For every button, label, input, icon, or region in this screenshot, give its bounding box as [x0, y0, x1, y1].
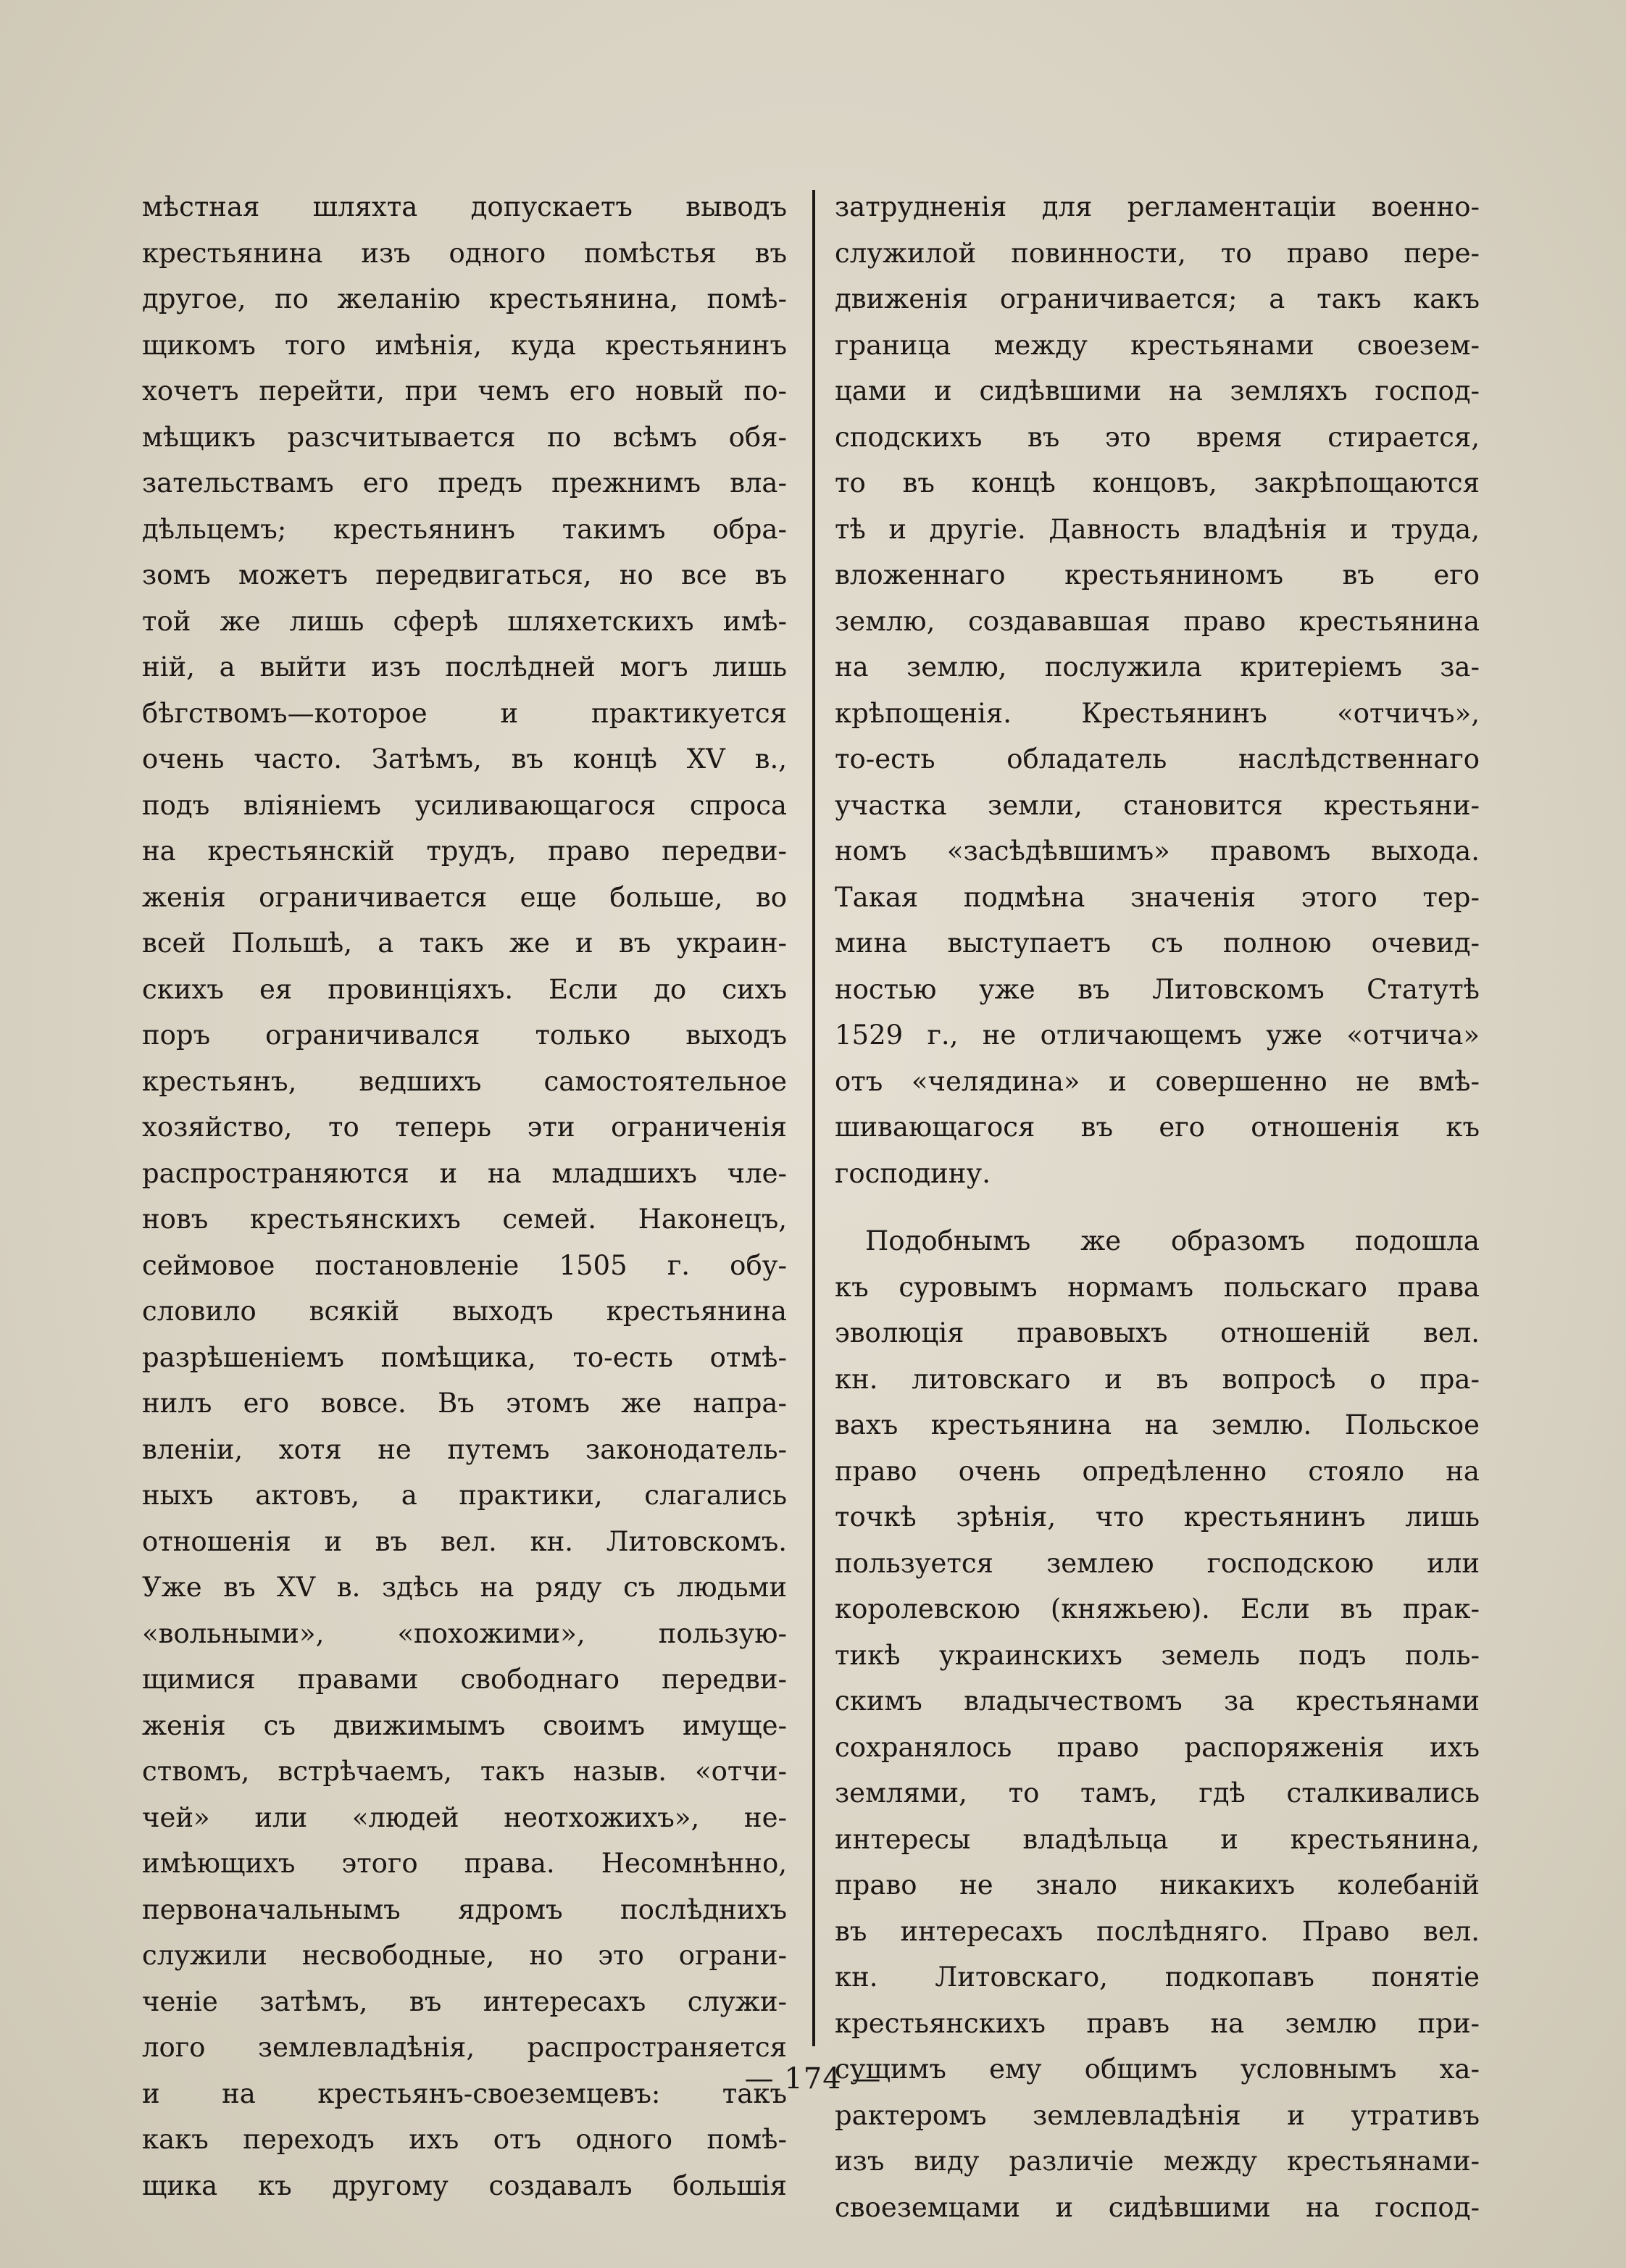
text-line: служили несвободные, но это ограни-	[142, 1940, 787, 1971]
right-text-column	[835, 184, 1480, 2230]
text-line: хочетъ перейти, при чемъ его новый по-	[142, 375, 787, 407]
text-line: хозяйство, то теперь эти ограниченія	[142, 1112, 787, 1143]
text-line: ностью уже въ Литовскомъ Статутѣ	[835, 973, 1480, 1005]
text-line: скихъ ея провинціяхъ. Если до сихъ	[142, 973, 787, 1005]
text-line: точкѣ зрѣнія, что крестьянинъ лишь	[835, 1501, 1480, 1533]
text-line: изъ виду различіе между крестьянами-	[835, 2146, 1480, 2177]
text-line: сущимъ ему общимъ условнымъ ха-	[835, 2054, 1480, 2085]
text-line: номъ «засѣдѣвшимъ» правомъ выхода.	[835, 835, 1480, 867]
text-line: интересы владѣльца и крестьянина,	[835, 1823, 1480, 1855]
text-line: пользуется землею господскою или	[835, 1547, 1480, 1579]
text-line: 1529 г., не отличающемъ уже «отчича»	[835, 1020, 1480, 1051]
text-line: сеймовое постановленіе 1505 г. обу-	[142, 1249, 787, 1281]
text-line: своеземцами и сидѣвшими на господ-	[835, 2191, 1480, 2223]
text-line: ныхъ актовъ, а практики, слагались	[142, 1480, 787, 1511]
text-line: крестьянина изъ одного помѣстья въ	[142, 237, 787, 269]
text-line: новъ крестьянскихъ семей. Наконецъ,	[142, 1204, 787, 1235]
text-line: другое, по желанію крестьянина, помѣ-	[142, 283, 787, 314]
text-line: крестьянскихъ правъ на землю при-	[835, 2007, 1480, 2039]
text-line: тикѣ украинскихъ земель подъ поль-	[835, 1639, 1480, 1671]
text-line: право очень опредѣленно стояло на	[835, 1455, 1480, 1487]
text-line: землями, то тамъ, гдѣ сталкивались	[835, 1777, 1480, 1809]
column-divider	[812, 190, 815, 2046]
text-line: цами и сидѣвшими на земляхъ господ-	[835, 375, 1480, 407]
text-line: ченіе затѣмъ, въ интересахъ служи-	[142, 1985, 787, 2017]
text-line: щимися правами свободнаго передви-	[142, 1664, 787, 1695]
text-line: къ суровымъ нормамъ польскаго права	[835, 1271, 1480, 1303]
text-line: Подобнымъ же образомъ подошла	[865, 1225, 1480, 1256]
page-number: — 174 —	[744, 2062, 882, 2096]
text-line: дѣльцемъ; крестьянинъ такимъ обра-	[142, 513, 787, 545]
text-line: женія съ движимымъ своимъ имуще-	[142, 1709, 787, 1741]
text-line: зомъ можетъ передвигаться, но все въ	[142, 559, 787, 591]
paragraph-gap	[835, 1196, 1480, 1218]
text-line: на землю, послужила критеріемъ за-	[835, 651, 1480, 683]
text-line: то-есть обладатель наслѣдственнаго	[835, 743, 1480, 775]
text-line: сподскихъ въ это время стирается,	[835, 421, 1480, 453]
text-line: затрудненія для регламентаціи военно-	[835, 191, 1480, 222]
text-line: той же лишь сферѣ шляхетскихъ имѣ-	[142, 605, 787, 637]
text-line: землю, создававшая право крестьянина	[835, 605, 1480, 637]
text-line: очень часто. Затѣмъ, въ концѣ XV в.,	[142, 743, 787, 775]
text-line: граница между крестьянами своезем-	[835, 329, 1480, 361]
text-line: на крестьянскій трудъ, право передви-	[142, 835, 787, 867]
text-line: тѣ и другіе. Давность владѣнія и труда,	[835, 513, 1480, 545]
text-line: въ интересахъ послѣдняго. Право вел.	[835, 1915, 1480, 1947]
text-line: мѣстная шляхта допускаетъ выводъ	[142, 191, 787, 222]
text-line: шивающагося въ его отношенія къ	[835, 1112, 1480, 1143]
text-line: кн. литовскаго и въ вопросѣ о пра-	[835, 1363, 1480, 1395]
text-line: «вольными», «похожими», пользую-	[142, 1617, 787, 1649]
text-line: вахъ крестьянина на землю. Польское	[835, 1409, 1480, 1441]
text-line: ній, а выйти изъ послѣдней могъ лишь	[142, 651, 787, 683]
text-line: щикомъ того имѣнія, куда крестьянинъ	[142, 329, 787, 361]
text-line: зательствамъ его предъ прежнимъ вла-	[142, 467, 787, 499]
text-line: вленіи, хотя не путемъ законодатель-	[142, 1433, 787, 1465]
text-line: женія ограничивается еще больше, во	[142, 881, 787, 913]
text-line: щика къ другому создавалъ большія	[142, 2169, 787, 2201]
text-line: сохранялось право распоряженія ихъ	[835, 1731, 1480, 1763]
left-text-column	[142, 184, 787, 2209]
text-line: Уже въ XV в. здѣсь на ряду съ людьми	[142, 1572, 787, 1603]
text-line: Такая подмѣна значенія этого тер-	[835, 881, 1480, 913]
text-line: скимъ владычествомъ за крестьянами	[835, 1685, 1480, 1717]
text-line: крестьянъ, ведшихъ самостоятельное	[142, 1065, 787, 1097]
text-line: подъ вліяніемъ усиливающагося спроса	[142, 789, 787, 821]
text-line: отношенія и въ вел. кн. Литовскомъ.	[142, 1525, 787, 1557]
text-line: имѣющихъ этого права. Несомнѣнно,	[142, 1848, 787, 1879]
text-line: поръ ограничивался только выходъ	[142, 1020, 787, 1051]
text-line: участка земли, становится крестьяни-	[835, 789, 1480, 821]
text-line: вложеннаго крестьяниномъ въ его	[835, 559, 1480, 591]
text-line: эволюція правовыхъ отношеній вел.	[835, 1317, 1480, 1348]
text-line: ствомъ, встрѣчаемъ, такъ назыв. «отчи-	[142, 1756, 787, 1787]
text-line: и на крестьянъ-своеземцевъ: такъ	[142, 2077, 787, 2109]
text-line: право не знало никакихъ колебаній	[835, 1869, 1480, 1901]
text-line: королевскою (княжьею). Если въ прак-	[835, 1593, 1480, 1625]
text-line: какъ переходъ ихъ отъ одного помѣ-	[142, 2124, 787, 2155]
text-line: крѣпощенія. Крестьянинъ «отчичъ»,	[835, 697, 1480, 729]
text-line: разрѣшеніемъ помѣщика, то-есть отмѣ-	[142, 1341, 787, 1373]
text-line: кн. Литовскаго, подкопавъ понятіе	[835, 1961, 1480, 1993]
text-line: служилой повинности, то право пере-	[835, 237, 1480, 269]
text-line: чей» или «людей неотхожихъ», не-	[142, 1801, 787, 1833]
text-line: господину.	[835, 1157, 991, 1189]
text-line: рактеромъ землевладѣнія и утративъ	[835, 2099, 1480, 2131]
text-line: мина выступаетъ съ полною очевид-	[835, 927, 1480, 959]
text-line: всей Польшѣ, а такъ же и въ украин-	[142, 927, 787, 959]
text-line: первоначальнымъ ядромъ послѣднихъ	[142, 1893, 787, 1925]
text-line: бѣгствомъ—которое и практикуется	[142, 697, 787, 729]
text-line: отъ «челядина» и совершенно не вмѣ-	[835, 1065, 1480, 1097]
text-line: мѣщикъ разсчитывается по всѣмъ обя-	[142, 421, 787, 453]
text-line: нилъ его вовсе. Въ этомъ же напра-	[142, 1388, 787, 1419]
text-line: распространяются и на младшихъ чле-	[142, 1157, 787, 1189]
text-line: движенія ограничивается; а такъ какъ	[835, 283, 1480, 314]
text-line: то въ концѣ концовъ, закрѣпощаются	[835, 467, 1480, 499]
text-line: словило всякій выходъ крестьянина	[142, 1296, 787, 1327]
text-line: лого землевладѣнія, распространяется	[142, 2032, 787, 2063]
